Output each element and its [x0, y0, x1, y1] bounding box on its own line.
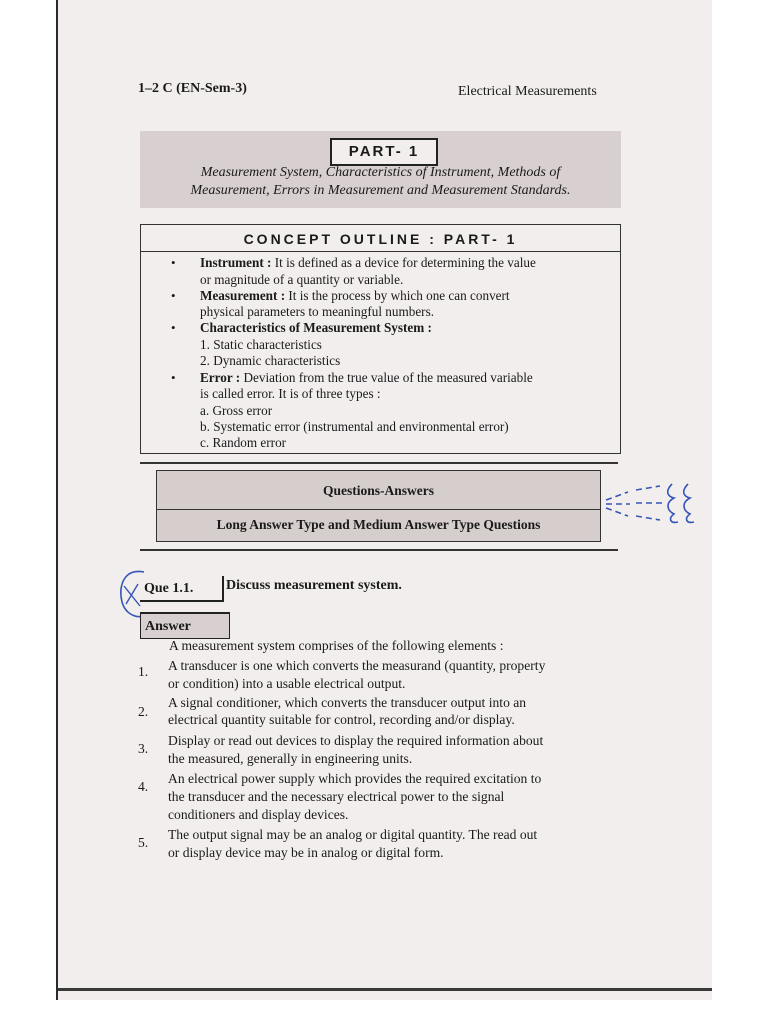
page-bottom-edge	[58, 988, 712, 991]
concept-item-characteristics	[200, 320, 432, 336]
concept-text: or magnitude of a quantity or variable.	[200, 272, 404, 287]
qa-banner	[156, 470, 601, 542]
concept-term: Characteristics of Measurement System :	[200, 320, 432, 335]
answer-item-line: Display or read out devices to display the required information about	[168, 733, 544, 748]
page-number-header: 1–2 C (EN-Sem-3)	[138, 81, 247, 96]
part-label: PART- 1	[330, 138, 438, 166]
answer-item-line: conditioners and display devices.	[168, 807, 349, 822]
concept-term: Instrument :	[200, 255, 272, 270]
bullet-icon: •	[171, 255, 176, 270]
qa-subheading: Long Answer Type and Medium Answer Type Questions	[216, 517, 541, 532]
list-number: 2.	[138, 704, 149, 719]
answer-item-line: or condition) into a usable electrical output.	[168, 676, 406, 691]
divider-rule	[140, 549, 618, 551]
concept-text: is called error. It is of three types :	[200, 386, 381, 401]
concept-text: Deviation from the true value of the measured variable	[240, 370, 533, 385]
question-label: Que 1.1.	[140, 576, 224, 602]
concept-subitem: b. Systematic error (instrumental and environmental error)	[200, 419, 509, 434]
list-number: 5.	[138, 835, 149, 850]
bullet-icon: •	[171, 288, 176, 303]
page-margin-right	[712, 0, 768, 1024]
concept-outline-title: CONCEPT OUTLINE : PART- 1	[141, 229, 620, 252]
answer-intro: A measurement system comprises of the following elements :	[169, 638, 504, 653]
answer-item-line: electrical quantity suitable for control, recording and/or display.	[168, 712, 515, 727]
concept-term: Error :	[200, 370, 241, 385]
answer-label: Answer	[140, 612, 230, 639]
concept-item-instrument	[200, 255, 536, 271]
answer-item-line: A signal conditioner, which converts the transducer output into an	[168, 695, 527, 710]
answer-item-line: or display device may be in analog or digital form.	[168, 845, 444, 860]
answer-item-line: The output signal may be an analog or digital quantity. The read out	[168, 827, 538, 842]
concept-subitem: a. Gross error	[200, 403, 273, 418]
part-subtitle-line2: Measurement, Errors in Measurement and Measurement Standards.	[190, 183, 571, 198]
divider-rule	[140, 462, 618, 464]
concept-text: physical parameters to meaningful numbers.	[200, 304, 435, 319]
list-number: 1.	[138, 664, 149, 679]
pen-annotation-arrows	[600, 478, 704, 528]
bullet-icon: •	[171, 320, 176, 335]
bullet-icon: •	[171, 370, 176, 385]
answer-item-line: the transducer and the necessary electrical power to the signal	[168, 789, 505, 804]
part-subtitle	[140, 164, 621, 200]
qa-heading: Questions-Answers	[157, 471, 600, 510]
list-number: 3.	[138, 741, 149, 756]
concept-item-error	[200, 370, 533, 386]
concept-outline-box	[140, 224, 621, 454]
question-text: Discuss measurement system.	[226, 578, 402, 593]
answer-item-line: A transducer is one which converts the measurand (quantity, property	[168, 658, 546, 673]
concept-subitem: 2. Dynamic characteristics	[200, 353, 341, 368]
concept-text: It is the process by which one can convert	[285, 288, 510, 303]
concept-text: It is defined as a device for determining the value	[271, 255, 536, 270]
answer-item-line: An electrical power supply which provides the required excitation to	[168, 771, 542, 786]
concept-subitem: 1. Static characteristics	[200, 337, 322, 352]
concept-item-measurement	[200, 288, 510, 304]
concept-term: Measurement :	[200, 288, 286, 303]
part-subtitle-line1: Measurement System, Characteristics of Instrument, Methods of	[200, 165, 561, 180]
book-title-header: Electrical Measurements	[458, 84, 597, 99]
answer-item-line: the measured, generally in engineering units.	[168, 751, 413, 766]
list-number: 4.	[138, 779, 149, 794]
concept-subitem: c. Random error	[200, 435, 287, 450]
